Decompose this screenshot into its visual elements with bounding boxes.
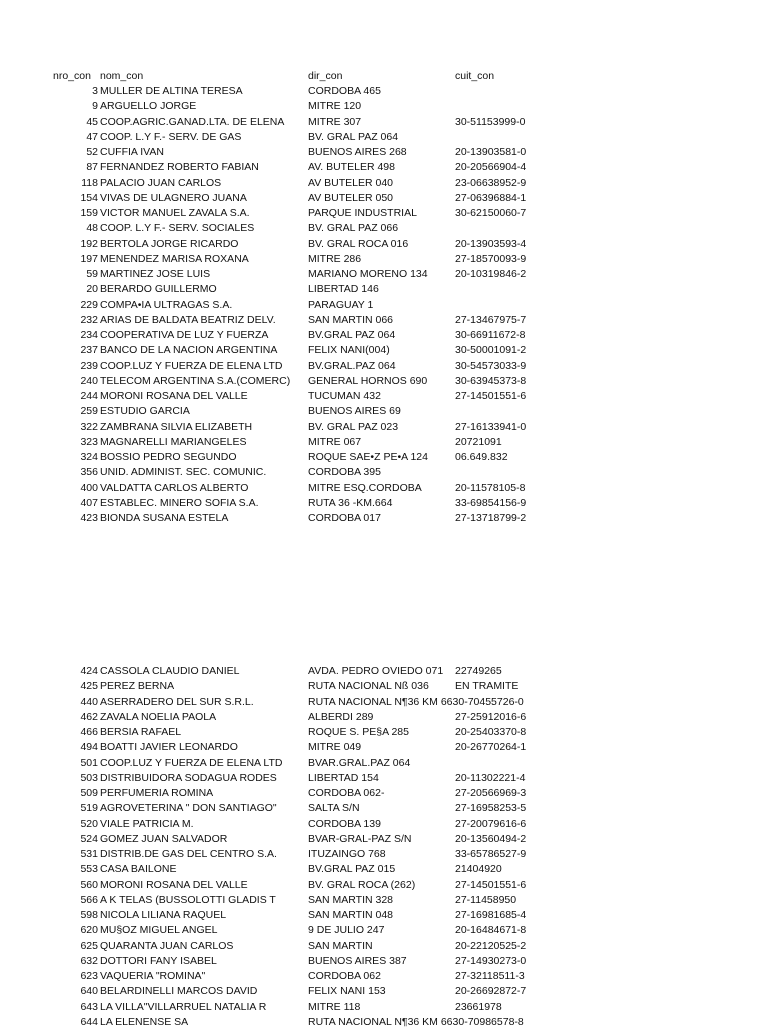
cell-dir-con: SAN MARTIN 328 <box>308 893 393 906</box>
cell-nom-con: MORONI ROSANA DEL VALLE <box>100 390 248 402</box>
cell-dir-con: TUCUMAN 432 <box>308 390 381 402</box>
cell-cuit-con: 23-06638952-9 <box>455 176 527 189</box>
cell-nom-con: BELARDINELLI MARCOS DAVID <box>100 985 258 998</box>
cell-nom-con: LA ELENENSE SA <box>100 1015 189 1028</box>
cell-nro-con: 503 <box>80 771 98 784</box>
cell-cuit-con: 20721091 <box>455 435 502 448</box>
cell-dir-con: AV BUTELER 040 <box>308 176 394 189</box>
cell-nro-con: 524 <box>80 832 98 845</box>
cell-cuit-con: 20-13903581-0 <box>455 146 527 158</box>
cell-dir-con: SAN MARTIN <box>308 939 373 952</box>
cell-dir-con: AV. BUTELER 498 <box>308 161 395 174</box>
cell-nro-con: 462 <box>80 710 98 723</box>
cell-dir-con: BV. GRAL PAZ 023 <box>308 420 399 433</box>
cell-nom-con: VALDATTA CARLOS ALBERTO <box>100 481 249 494</box>
cell-nro-con: 47 <box>86 130 98 143</box>
cell-dir-con: BV.GRAL PAZ 064 <box>308 329 396 341</box>
cell-nom-con: MU§OZ MIGUEL ANGEL <box>100 924 218 937</box>
cell-dir-con: SALTA S/N <box>308 802 360 815</box>
cell-nro-con: 232 <box>80 313 98 326</box>
cell-dir-con: 9 DE JULIO 247 <box>308 924 385 937</box>
cell-cuit-con: 27-16958253-5 <box>455 802 527 815</box>
cell-nom-con: FERNANDEZ ROBERTO FABIAN <box>100 161 259 174</box>
cell-cuit-con: 27-25912016-6 <box>455 710 527 723</box>
cell-dir-con: CORDOBA 139 <box>308 817 381 830</box>
cell-dir-con: RUTA NACIONAL N¶36 KM 6630-70455726-0 <box>308 695 524 708</box>
cell-dir-con: AV BUTELER 050 <box>308 191 394 204</box>
cell-nro-con: 3 <box>92 85 98 97</box>
cell-nom-con: BOATTI JAVIER LEONARDO <box>100 741 238 754</box>
cell-dir-con: BVAR-GRAL-PAZ S/N <box>308 832 412 845</box>
cell-nom-con: BERSIA RAFAEL <box>100 726 182 738</box>
cell-dir-con: LIBERTAD 146 <box>308 283 379 296</box>
cell-dir-con: PARQUE INDUSTRIAL <box>308 207 417 219</box>
cell-nro-con: 237 <box>80 344 98 357</box>
cell-nro-con: 234 <box>80 329 98 341</box>
cell-nom-con: VAQUERIA "ROMINA" <box>100 970 206 982</box>
cell-dir-con: GENERAL HORNOS 690 <box>308 374 428 387</box>
cell-cuit-con: 27-11458950 <box>455 893 517 906</box>
cell-cuit-con: 27-16981685-4 <box>455 909 527 921</box>
cell-cuit-con: 27-20566969-3 <box>455 787 527 799</box>
cell-nom-con: ESTABLEC. MINERO SOFIA S.A. <box>100 496 259 509</box>
cell-cuit-con: 20-22120525-2 <box>455 939 527 952</box>
cell-cuit-con: 20-26770264-1 <box>455 741 527 754</box>
cell-cuit-con: 30-54573033-9 <box>455 359 527 372</box>
cell-nom-con: DISTRIB.DE GAS DEL CENTRO S.A. <box>100 848 277 860</box>
cell-cuit-con: 22749265 <box>455 665 502 677</box>
cell-nro-con: 644 <box>80 1015 98 1028</box>
cell-nro-con: 197 <box>80 252 98 265</box>
cell-nro-con: 501 <box>80 756 98 769</box>
cell-nom-con: COOP. L.Y F.- SERV. DE GAS <box>100 130 242 143</box>
cell-cuit-con: 27-14501551-6 <box>455 390 527 402</box>
cell-dir-con: LIBERTAD 154 <box>308 771 379 784</box>
cell-nro-con: 623 <box>80 970 98 982</box>
cell-cuit-con: 27-13467975-7 <box>455 313 527 326</box>
cell-nro-con: 494 <box>80 741 98 754</box>
cell-nro-con: 356 <box>80 466 98 479</box>
cell-cuit-con: 20-13903593-4 <box>455 237 527 250</box>
cell-nom-con: AGROVETERINA " DON SANTIAGO" <box>100 802 277 815</box>
cell-nom-con: MAGNARELLI MARIANGELES <box>100 435 247 448</box>
cell-nro-con: 553 <box>80 863 98 876</box>
cell-cuit-con: 23661978 <box>455 1000 502 1013</box>
cell-cuit-con: 30-51153999-0 <box>455 115 526 128</box>
cell-nro-con: 239 <box>80 359 98 372</box>
cell-dir-con: BUENOS AIRES 69 <box>308 405 401 418</box>
cell-nom-con: VIVAS DE ULAGNERO JUANA <box>100 191 247 204</box>
cell-dir-con: SAN MARTIN 066 <box>308 313 393 326</box>
cell-cuit-con: 20-11578105-8 <box>455 481 526 494</box>
cell-cuit-con: 33-69854156-9 <box>455 496 527 509</box>
cell-cuit-con: EN TRAMITE <box>455 680 519 693</box>
cell-nom-con: NICOLA LILIANA RAQUEL <box>100 909 227 921</box>
cell-nro-con: 407 <box>80 496 98 509</box>
cell-nom-con: ARIAS DE BALDATA BEATRIZ DELV. <box>100 313 276 326</box>
cell-cuit-con: 30-66911672-8 <box>455 329 526 341</box>
cell-nom-con: BOSSIO PEDRO SEGUNDO <box>100 451 237 463</box>
cell-nro-con: 466 <box>80 726 98 738</box>
cell-nom-con: COOP.LUZ Y FUERZA DE ELENA LTD <box>100 756 283 769</box>
cell-dir-con: MITRE 120 <box>308 100 362 113</box>
cell-nom-con: MARTINEZ JOSE LUIS <box>100 268 211 280</box>
cell-nro-con: 566 <box>80 893 98 906</box>
cell-nro-con: 159 <box>80 207 98 219</box>
cell-dir-con: MITRE ESQ.CORDOBA <box>308 481 422 494</box>
header-dir-con: dir_con <box>308 70 343 82</box>
cell-cuit-con: 20-16484671-8 <box>455 924 527 937</box>
cell-dir-con: MITRE 307 <box>308 115 362 128</box>
cell-nom-con: COMPA•IA ULTRAGAS S.A. <box>100 298 233 311</box>
cell-dir-con: MITRE 067 <box>308 435 362 448</box>
cell-cuit-con: 27-16133941-0 <box>455 420 527 433</box>
cell-nro-con: 154 <box>80 191 98 204</box>
cell-nro-con: 59 <box>86 268 98 280</box>
cell-nro-con: 424 <box>80 665 98 677</box>
cell-nro-con: 423 <box>80 512 98 524</box>
cell-cuit-con: 27-14501551-6 <box>455 878 527 891</box>
cell-nro-con: 598 <box>80 909 98 921</box>
cell-nom-con: A K TELAS (BUSSOLOTTI GLADIS T <box>100 893 276 906</box>
cell-cuit-con: 20-20566904-4 <box>455 161 527 174</box>
cell-dir-con: BV.GRAL PAZ 015 <box>308 863 396 876</box>
cell-dir-con: BUENOS AIRES 268 <box>308 146 407 158</box>
cell-nro-con: 229 <box>80 298 98 311</box>
cell-nro-con: 240 <box>80 374 98 387</box>
cell-dir-con: BV. GRAL ROCA (262) <box>308 878 416 891</box>
cell-nom-con: CASA BAILONE <box>100 863 177 876</box>
cell-dir-con: MITRE 286 <box>308 252 362 265</box>
cell-nro-con: 20 <box>86 283 98 296</box>
cell-nro-con: 531 <box>80 848 98 860</box>
cell-nom-con: PERFUMERIA ROMINA <box>100 787 214 799</box>
cell-nro-con: 324 <box>80 451 98 463</box>
cell-nro-con: 52 <box>86 146 98 158</box>
cell-cuit-con: 27-13718799-2 <box>455 512 527 524</box>
cell-nom-con: PALACIO JUAN CARLOS <box>100 176 222 189</box>
cell-nom-con: BERTOLA JORGE RICARDO <box>100 237 239 250</box>
header-nom-con: nom_con <box>100 70 144 82</box>
cell-cuit-con: 27-06396884-1 <box>455 191 527 204</box>
cell-dir-con: ALBERDI 289 <box>308 710 374 723</box>
cell-dir-con: CORDOBA 465 <box>308 85 381 97</box>
cell-nom-con: UNID. ADMINIST. SEC. COMUNIC. <box>100 466 267 479</box>
cell-dir-con: RUTA NACIONAL N¶36 KM 6630-70986578-8 <box>308 1015 524 1028</box>
cell-nom-con: MULLER DE ALTINA TERESA <box>100 85 243 97</box>
cell-nom-con: ZAVALA NOELIA PAOLA <box>100 710 217 723</box>
cell-dir-con: ROQUE SAE•Z PE•A 124 <box>308 451 428 463</box>
cell-nom-con: VIALE PATRICIA M. <box>100 817 194 830</box>
header-nro-con: nro_con <box>53 70 91 82</box>
cell-nom-con: DOTTORI FANY ISABEL <box>100 954 217 967</box>
cell-dir-con: AVDA. PEDRO OVIEDO 071 <box>308 665 444 677</box>
cell-nom-con: ASERRADERO DEL SUR S.R.L. <box>100 695 254 708</box>
cell-dir-con: CORDOBA 017 <box>308 512 381 524</box>
cell-nro-con: 520 <box>80 817 98 830</box>
cell-nro-con: 640 <box>80 985 98 998</box>
cell-nom-con: COOP. L.Y F.- SERV. SOCIALES <box>100 222 255 235</box>
cell-cuit-con: 20-10319846-2 <box>455 268 527 280</box>
cell-cuit-con: 20-25403370-8 <box>455 726 527 738</box>
cell-nro-con: 509 <box>80 787 98 799</box>
cell-nro-con: 244 <box>80 390 98 402</box>
cell-nro-con: 643 <box>80 1000 98 1013</box>
cell-nom-con: MENENDEZ MARISA ROXANA <box>100 252 249 265</box>
cell-nro-con: 118 <box>81 176 98 189</box>
cell-nom-con: COOP.AGRIC.GANAD.LTA. DE ELENA <box>100 115 285 128</box>
cell-nom-con: DISTRIBUIDORA SODAGUA RODES <box>100 771 277 784</box>
cell-nom-con: ARGUELLO JORGE <box>100 100 197 113</box>
cell-dir-con: ROQUE S. PE§A 285 <box>308 726 409 738</box>
cell-nom-con: BANCO DE LA NACION ARGENTINA <box>100 344 278 357</box>
cell-nom-con: COOPERATIVA DE LUZ Y FUERZA <box>100 329 269 341</box>
cell-nro-con: 192 <box>80 237 98 250</box>
cell-cuit-con: 06.649.832 <box>455 451 508 463</box>
cell-dir-con: CORDOBA 395 <box>308 466 381 479</box>
cell-nom-con: GOMEZ JUAN SALVADOR <box>100 832 228 845</box>
cell-dir-con: BV. GRAL PAZ 066 <box>308 222 399 235</box>
cell-cuit-con: 33-65786527-9 <box>455 848 527 860</box>
cell-nom-con: PEREZ BERNA <box>100 680 175 693</box>
cell-cuit-con: 27-32118511-3 <box>455 970 525 982</box>
cell-cuit-con: 30-63945373-8 <box>455 374 527 387</box>
cell-dir-con: MITRE 049 <box>308 741 362 754</box>
cell-nro-con: 632 <box>80 954 98 967</box>
cell-nom-con: QUARANTA JUAN CARLOS <box>100 939 234 952</box>
cell-dir-con: MITRE 118 <box>308 1000 361 1013</box>
cell-nro-con: 45 <box>86 115 98 128</box>
cell-nom-con: ZAMBRANA SILVIA ELIZABETH <box>100 420 253 433</box>
cell-dir-con: BV. GRAL ROCA 016 <box>308 237 409 250</box>
cell-nom-con: LA VILLA"VILLARRUEL NATALIA R <box>100 1000 267 1013</box>
cell-nro-con: 322 <box>80 420 98 433</box>
cell-cuit-con: 21404920 <box>455 863 502 876</box>
cell-nro-con: 519 <box>80 802 98 815</box>
cell-nom-con: CASSOLA CLAUDIO DANIEL <box>100 665 240 677</box>
cell-dir-con: CORDOBA 062 <box>308 970 381 982</box>
cell-nro-con: 400 <box>80 481 98 494</box>
cell-dir-con: BVAR.GRAL.PAZ 064 <box>308 756 411 769</box>
cell-nro-con: 625 <box>80 939 98 952</box>
cell-nro-con: 87 <box>86 161 98 174</box>
cell-dir-con: BV. GRAL PAZ 064 <box>308 130 399 143</box>
cell-cuit-con: 20-13560494-2 <box>455 832 527 845</box>
cell-cuit-con: 27-18570093-9 <box>455 252 527 265</box>
cell-dir-con: FELIX NANI(004) <box>308 344 390 357</box>
cell-nro-con: 560 <box>80 878 98 891</box>
cell-dir-con: FELIX NANI 153 <box>308 985 386 998</box>
cell-nom-con: ESTUDIO GARCIA <box>100 405 190 418</box>
cell-nom-con: BIONDA SUSANA ESTELA <box>100 512 229 524</box>
cell-nro-con: 9 <box>92 100 98 113</box>
cell-dir-con: BV.GRAL.PAZ 064 <box>308 359 396 372</box>
header-cuit-con: cuit_con <box>455 70 495 82</box>
cell-nro-con: 440 <box>80 695 98 708</box>
cell-nom-con: VICTOR MANUEL ZAVALA S.A. <box>100 207 250 219</box>
cell-cuit-con: 20-11302221-4 <box>455 771 526 784</box>
cell-dir-con: BUENOS AIRES 387 <box>308 954 407 967</box>
cell-dir-con: RUTA NACIONAL Nß 036 <box>308 680 429 693</box>
cell-nom-con: TELECOM ARGENTINA S.A.(COMERC) <box>100 374 291 387</box>
cell-dir-con: RUTA 36 -KM.664 <box>308 496 393 509</box>
cell-dir-con: PARAGUAY 1 <box>308 298 374 311</box>
cell-nom-con: MORONI ROSANA DEL VALLE <box>100 878 248 891</box>
cell-cuit-con: 30-62150060-7 <box>455 207 527 219</box>
cell-cuit-con: 30-50001091-2 <box>455 344 527 357</box>
cell-nro-con: 48 <box>86 222 98 235</box>
cell-dir-con: CORDOBA 062- <box>308 787 385 799</box>
cell-cuit-con: 20-26692872-7 <box>455 985 527 998</box>
cell-nom-con: COOP.LUZ Y FUERZA DE ELENA LTD <box>100 359 283 372</box>
cell-cuit-con: 27-14930273-0 <box>455 954 527 967</box>
cell-dir-con: ITUZAINGO 768 <box>308 848 386 860</box>
cell-nro-con: 620 <box>80 924 98 937</box>
cell-nom-con: CUFFIA IVAN <box>100 146 164 158</box>
cell-cuit-con: 27-20079616-6 <box>455 817 527 830</box>
cell-dir-con: SAN MARTIN 048 <box>308 909 393 921</box>
cell-nom-con: BERARDO GUILLERMO <box>100 283 217 296</box>
cell-nro-con: 259 <box>80 405 98 418</box>
cell-dir-con: MARIANO MORENO 134 <box>308 268 428 280</box>
cell-nro-con: 425 <box>80 680 98 693</box>
cell-nro-con: 323 <box>80 435 98 448</box>
